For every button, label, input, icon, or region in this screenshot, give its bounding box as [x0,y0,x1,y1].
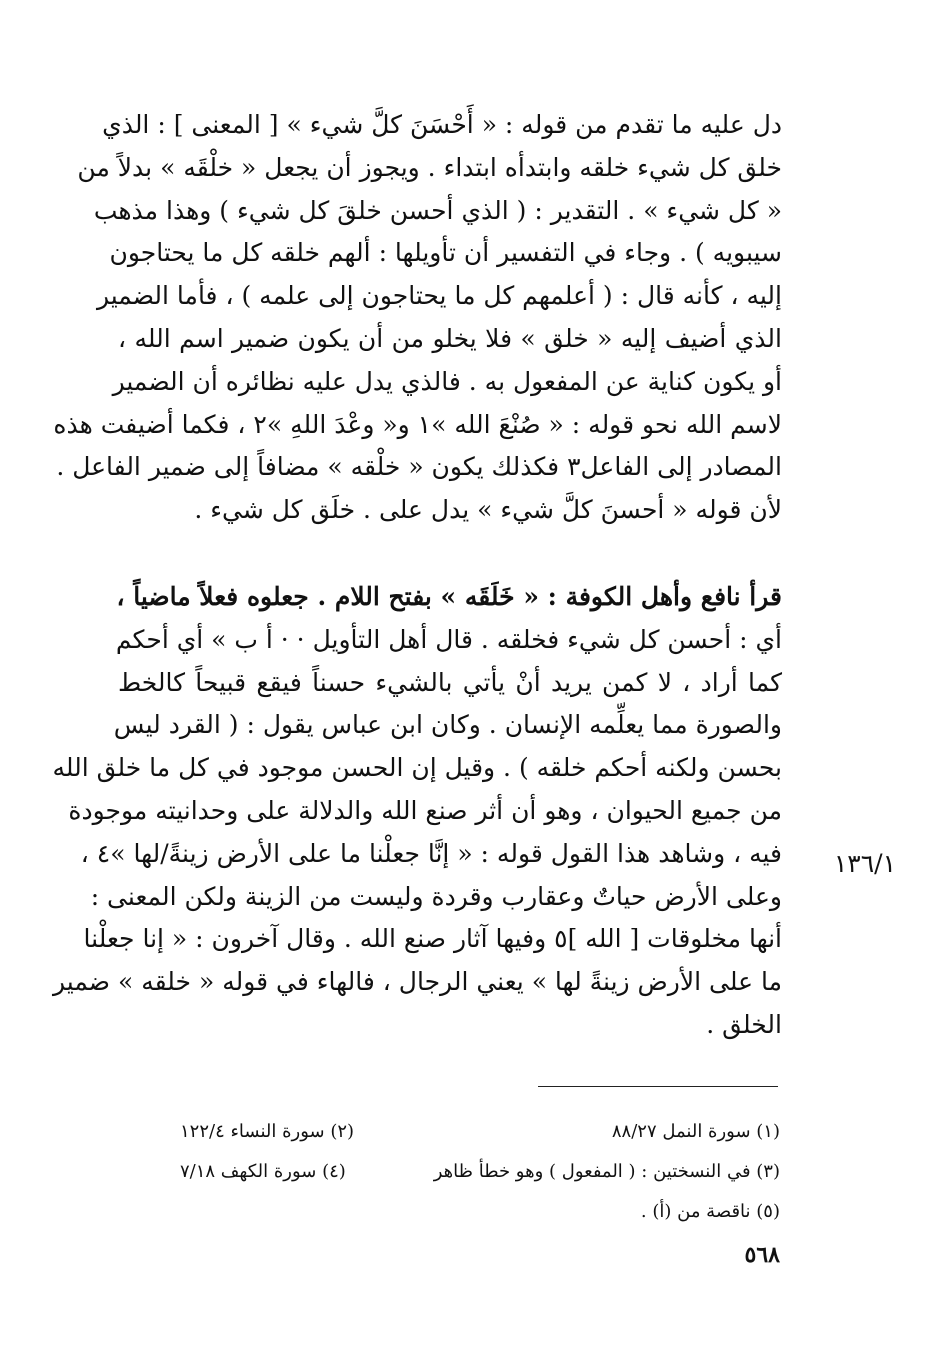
text-line: دل عليه ما تقدم من قوله : « أَحْسَنَ كلَّ شيء » [ المعنى ] : الذي [102,110,782,139]
text-line: « كل شيء » . التقدير : ( الذي أحسن خلقَ كل شيء ) وهذا مذهب [93,195,782,225]
text-line: كما أراد ، لا كمن يريد أنْ يأتي بالشيء حسناً فيقع قبيحاً كالخط [118,667,782,697]
footnote-1: (١) سورة النمل ٨٨/٢٧ [611,1121,780,1142]
text-line: لأن قوله « أحسنَ كلَّ شيء » يدل على . خلَق كل شيء . [194,495,782,525]
text-line: خلق كل شيء خلقه وابتدأه ابتداء . ويجوز أن يجعل « خلْقَه » بدلاً من [77,152,782,182]
page-number: ٥٦٨ [744,1242,780,1268]
paragraph-1 [53,104,782,532]
footnote-5: (٥) ناقصة من (أ) . [640,1201,780,1222]
text-line: من جميع الحيوان ، وهو أن أثر صنع الله والدلالة على وحدانيته موجودة [68,795,782,825]
margin-reference: ١٣٦/١ [833,849,896,878]
paragraph-2 [52,576,782,1047]
text-line: أنها مخلوقات [ الله ]٥ وفيها آثار صنع الله . وقال آخرون : « إنا جعلْنا [83,924,782,954]
text-line: وعلى الأرض حياتٌ وعقارب وقردة وليست من الزينة ولكن المعنى : [90,881,782,911]
text-line: أي : أحسن كل شيء فخلقه . قال أهل التأويل · · أ ب » أي أحكم [115,624,782,654]
text-line: الذي أضيف إليه « خلق » فلا يخلو من أن يكون ضمير اسم الله ، [118,323,782,353]
footnote-3: (٣) في النسختين : ( المفعول ) وهو خطأ ظاهر [433,1161,780,1182]
text-line: قرأ نافع وأهل الكوفة : « خَلَقَه » بفتح اللام . جعلوه فعلاً ماضياً ، [116,582,782,611]
text-line: والصورة مما يعلِّمه الإنسان . وكان ابن عباس يقول : ( القرد ليس [113,710,782,740]
text-line: المصادر إلى الفاعل٣ فكذلك يكون « خلْقه » مضافاً إلى ضمير الفاعل . [56,452,782,482]
text-line: أو يكون كناية عن المفعول به . فالذي يدل عليه نظائره أن الضمير [112,366,782,396]
text-line: فيه ، وشاهد هذا القول قوله : « إنَّا جعلْنا ما على الأرض زينةً/لها »٤ ، [80,838,782,868]
footnote-divider [538,1086,778,1087]
text-line: إليه ، كأنه قال : ( أعلمهم كل ما يحتاجون إلى علمه ) ، فأما الضمير [96,281,782,311]
footnotes [180,1112,780,1232]
footnote-row [180,1112,780,1152]
footnote-row [180,1152,780,1192]
text-line: سيبويه ) . وجاء في التفسير أن تأويلها : ألهم خلقه كل ما يحتاجون [109,238,782,268]
text-line: لاسم الله نحو قوله : « صُنْعَ الله »١ و« وعْدَ اللهِ »٢ ، فكما أضيفت هذه [53,409,782,439]
footnote-4: (٤) سورة الكهف ٧/١٨ [180,1161,346,1182]
text-line: بحسن ولكنه أحكم خلقه ) . وقيل إن الحسن موجود في كل ما خلق الله [52,753,782,783]
text-line: ما على الأرض زينةً لها » يعني الرجال ، فالهاء في قوله « خلقه » ضمير [53,967,782,997]
footnote-2: (٢) سورة النساء ١٢٢/٤ [180,1121,355,1142]
footnote-row [180,1192,780,1232]
text-line: الخلق . [706,1009,782,1039]
